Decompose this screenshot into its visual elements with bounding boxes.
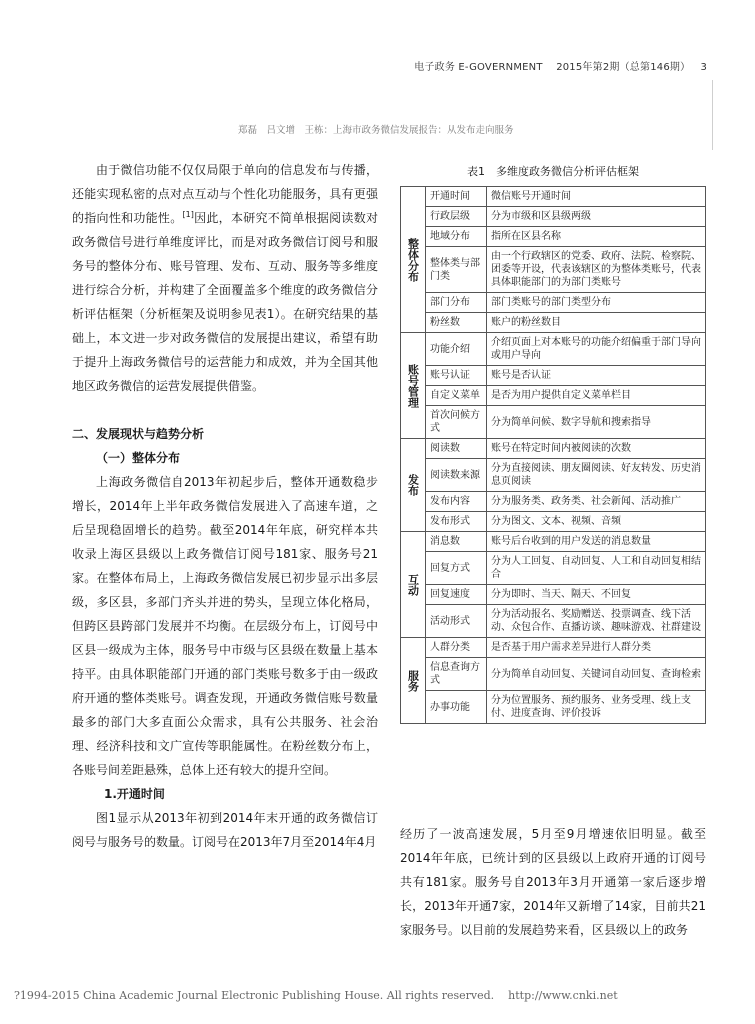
indicator-description: 介绍页面上对本账号的功能介绍偏重于部门导向或用户导向 — [487, 333, 706, 366]
indicator-name: 消息数 — [426, 532, 487, 552]
header-divider — [712, 80, 713, 150]
table-row — [401, 512, 706, 532]
indicator-name: 地域分布 — [426, 227, 487, 247]
table-row — [401, 459, 706, 492]
table-row — [401, 552, 706, 585]
indicator-name: 账号认证 — [426, 366, 487, 386]
indicator-description: 分为直接阅读、朋友圈阅读、好友转发、历史消息页阅读 — [487, 459, 706, 492]
indicator-description: 分为人工回复、自动回复、人工和自动回复相结合 — [487, 552, 706, 585]
indicator-name: 发布内容 — [426, 492, 487, 512]
left-column — [72, 158, 378, 854]
copyright-notice: ?1994-2015 China Academic Journal Electronic Publishing House. All rights reserved. — [14, 989, 495, 1002]
indicator-description: 微信账号开通时间 — [487, 187, 706, 207]
section-heading: 二、发展现状与趋势分析 — [72, 427, 205, 441]
indicator-name: 首次问候方式 — [426, 406, 487, 439]
indicator-name: 阅读数来源 — [426, 459, 487, 492]
framework-table — [400, 186, 706, 724]
indicator-description: 分为市级和区县级两级 — [487, 207, 706, 227]
dimension-label: 服务 — [401, 638, 426, 724]
indicator-description: 分为服务类、政务类、社会新闻、活动推广 — [487, 492, 706, 512]
table-row — [401, 605, 706, 638]
indicator-name: 自定义菜单 — [426, 386, 487, 406]
table-row — [401, 386, 706, 406]
indicator-name: 办事功能 — [426, 691, 487, 724]
dimension-label: 互动 — [401, 532, 426, 638]
table-row — [401, 406, 706, 439]
indicator-description: 指所在区县名称 — [487, 227, 706, 247]
indicator-description: 分为简单问候、数字导航和搜索指导 — [487, 406, 706, 439]
indicator-description: 分为活动报名、奖励赠送、投票调查、线下活动、众包合作、直播访谈、趣味游戏、社群建设 — [487, 605, 706, 638]
table-row — [401, 492, 706, 512]
table-row — [401, 439, 706, 459]
table-caption: 表1 多维度政务微信分析评估框架 — [467, 165, 639, 178]
table-row — [401, 366, 706, 386]
source-url: http://www.cnki.net — [508, 989, 618, 1002]
indicator-description: 分为即时、当天、隔天、不回复 — [487, 585, 706, 605]
dimension-label: 账号管理 — [401, 333, 426, 439]
table-row — [401, 532, 706, 552]
indicator-name: 整体类与部门类 — [426, 247, 487, 293]
table-row — [401, 313, 706, 333]
table-row — [401, 187, 706, 207]
page-number: 3 — [700, 62, 707, 73]
table-row — [401, 638, 706, 658]
indicator-name: 回复速度 — [426, 585, 487, 605]
journal-name: 电子政务 E-GOVERNMENT — [414, 62, 543, 73]
issue-info: 2015年第2期（总第146期） — [556, 62, 691, 73]
indicator-name: 发布形式 — [426, 512, 487, 532]
indicator-description: 分为位置服务、预约服务、业务受理、线上支付、进度查询、评价投诉 — [487, 691, 706, 724]
indicator-description: 账号后台收到的用户发送的消息数量 — [487, 532, 706, 552]
indicator-description: 账号是否认证 — [487, 366, 706, 386]
table-row — [401, 691, 706, 724]
indicator-description: 部门类账号的部门类型分布 — [487, 293, 706, 313]
table-row — [401, 227, 706, 247]
dimension-label: 整体分布 — [401, 187, 426, 333]
subsection-heading: （一）整体分布 — [96, 451, 181, 465]
indicator-name: 人群分类 — [426, 638, 487, 658]
body-paragraph-2: 图1显示从2013年初到2014年末开通的政务微信订阅号与服务号的数量。订阅号在2013年7月至2014年4月 — [72, 811, 378, 849]
indicator-description: 由一个行政辖区的党委、政府、法院、检察院、团委等开设，代表该辖区的为整体类账号，代表具体职能部门的为部门类账号 — [487, 247, 706, 293]
indicator-name: 粉丝数 — [426, 313, 487, 333]
body-paragraph-3: 经历了一波高速发展，5月至9月增速依旧明显。截至2014年年底，已统计到的区县级以上政府开通的订阅号共有181家。服务号自2013年3月开通第一家后逐步增长，2013年开通7家，2014年又新增了14家，目前共21家服务号。以目前的发展趋势来看，区县级以上的政务 — [400, 827, 706, 937]
table-row — [401, 207, 706, 227]
article-running-title: 郑磊 吕文增 王栋：上海市政务微信发展报告：从发布走向服务 — [238, 125, 514, 136]
right-column — [400, 822, 706, 942]
indicator-name: 功能介绍 — [426, 333, 487, 366]
item-heading: 1.开通时间 — [104, 787, 165, 801]
indicator-description: 分为图文、文本、视频、音频 — [487, 512, 706, 532]
running-header — [414, 58, 707, 73]
intro-paragraph: 由于微信功能不仅仅局限于单向的信息发布与传播，还能实现私密的点对点互动与个性化功能服务，具有更强的指向性和功能性。[1]因此，本研究不简单根据阅读数对政务微信号进行单维度评比，而是对政务微信订阅号和服务号的整体分布、账号管理、发布、互动、服务等多维度进行综合分析，并构建了全面覆盖多个维度的政务微信分析评估框架（分析框架及说明参见表1）。在研究结果的基础上，本文进一步对政务微信的发展提出建议，希望有助于提升上海政务微信号的运营能力和成效，并为全国其他地区政务微信的运营发展提供借鉴。 — [72, 163, 378, 393]
indicator-name: 开通时间 — [426, 187, 487, 207]
table-row — [401, 247, 706, 293]
indicator-description: 账户的粉丝数目 — [487, 313, 706, 333]
table-row — [401, 585, 706, 605]
indicator-name: 回复方式 — [426, 552, 487, 585]
dimension-label: 发布 — [401, 439, 426, 532]
citation-1: [1] — [182, 210, 194, 219]
indicator-description: 是否基于用户需求差异进行人群分类 — [487, 638, 706, 658]
table-row — [401, 658, 706, 691]
indicator-description: 是否为用户提供自定义菜单栏目 — [487, 386, 706, 406]
indicator-description: 分为简单自动回复、关键词自动回复、查询检索 — [487, 658, 706, 691]
footer — [14, 989, 618, 1002]
indicator-name: 阅读数 — [426, 439, 487, 459]
body-paragraph: 上海政务微信自2013年初起步后，整体开通数稳步增长，2014年上半年政务微信发展进入了高速车道，之后呈现稳固增长的趋势。截至2014年年底，研究样本共收录上海区县级以上政务微信订阅号181家、服务号21家。在整体布局上，上海政务微信发展已初步显示出多层级，多区县，多部门齐头并进的势头，呈现立体化格局，但跨区县跨部门发展并不均衡。在层级分布上，订阅号中区县一级成为主体，服务号中市级与区县级在数量上基本持平。由具体职能部门开通的部门类账号数多于由一级政府开通的整体类账号。调查发现，开通政务微信账号数量最多的部门大多直面公众需求，具有公共服务、社会治理、经济科技和文广宣传等职能属性。在粉丝数分布上，各账号间差距悬殊，总体上还有较大的提升空间。 — [72, 475, 378, 777]
indicator-name: 部门分布 — [426, 293, 487, 313]
indicator-description: 账号在特定时间内被阅读的次数 — [487, 439, 706, 459]
table-row — [401, 293, 706, 313]
indicator-name: 活动形式 — [426, 605, 487, 638]
indicator-name: 信息查询方式 — [426, 658, 487, 691]
table-row — [401, 333, 706, 366]
indicator-name: 行政层级 — [426, 207, 487, 227]
